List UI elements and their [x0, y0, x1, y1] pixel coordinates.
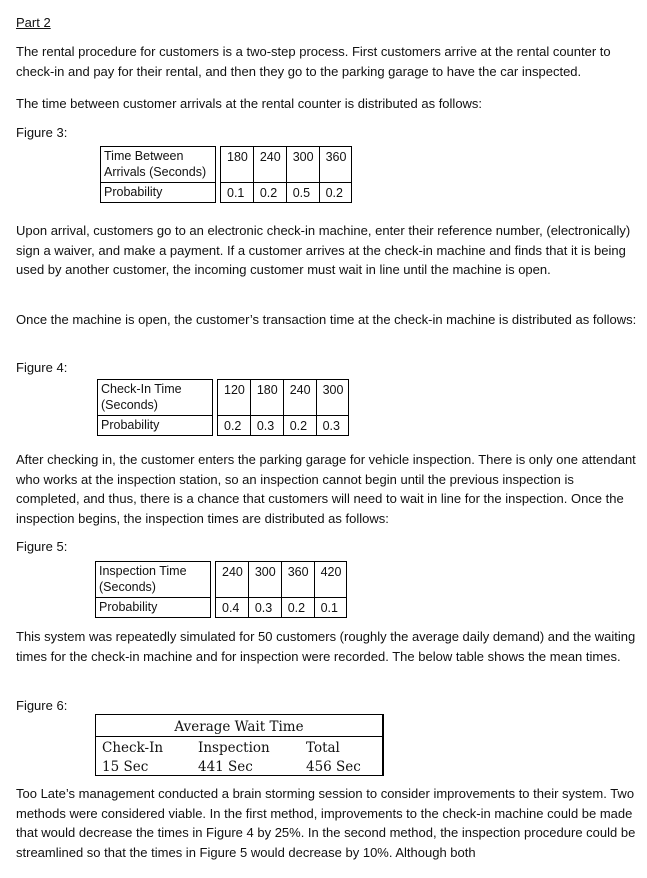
figure4-row2-label: Probability [98, 416, 213, 436]
figure3-prob: 0.2 [253, 183, 286, 203]
figure3-prob: 0.1 [221, 183, 254, 203]
figure6-header: Average Wait Time [174, 719, 304, 735]
simulation-paragraph: This system was repeatedly simulated for 50 customers (roughly the average daily demand) and the waiting times for the check-in machine and for inspection were recorded. The below table shows the mean times. [16, 629, 636, 664]
figure5-table [95, 561, 347, 618]
figure5-prob: 0.4 [216, 598, 249, 618]
figure3-prob: 0.5 [286, 183, 319, 203]
closing-paragraph: Too Late’s management conducted a brain storming session to consider improvements to their system. Two methods were considered viable. In the first method, improvements to the check-in machine could be made that would decrease the times in Figure 4 by 25%. In the second method, the inspection procedure could be streamlined so that the times in Figure 5 would decrease by 10%. Although both [16, 786, 636, 860]
figure4-prob: 0.3 [250, 416, 283, 436]
figure6-table [95, 714, 384, 776]
figure5-value: 240 [216, 562, 249, 598]
figure3-value: 300 [286, 147, 319, 183]
figure4-value: 240 [283, 380, 316, 416]
figure6-column-inspection: Inspection [198, 740, 270, 756]
figure5-row2-label: Probability [96, 598, 211, 618]
figure5-value: 300 [248, 562, 281, 598]
figure6-value-inspection: 441 Sec [198, 759, 253, 775]
figure4-label: Figure 4: [16, 360, 68, 375]
figure3-label: Figure 3: [16, 125, 68, 140]
figure4-row1-label: Check-In Time (Seconds) [98, 380, 213, 416]
figure6-column-total: Total [306, 740, 340, 756]
figure4-value: 300 [316, 380, 349, 416]
figure3-value: 240 [253, 147, 286, 183]
intro-paragraph: The rental procedure for customers is a two-step process. First customers arrive at the rental counter to check-in and pay for their rental, and then they go to the parking garage to have the car inspected. [16, 44, 611, 79]
figure3-prob: 0.2 [319, 183, 352, 203]
inspection-paragraph: After checking in, the customer enters the parking garage for vehicle inspection. There is only one attendant who works at the inspection station, so an inspection cannot begin until the previous inspection is completed, and thus, there is a chance that customers will need to wait in line for the inspection. Once the inspection begins, the inspection times are distributed as follows: [16, 452, 636, 526]
figure5-value: 420 [314, 562, 347, 598]
figure3-value: 180 [221, 147, 254, 183]
figure5-prob: 0.2 [281, 598, 314, 618]
figure6-value-checkin: 15 Sec [102, 759, 149, 775]
figure6-label: Figure 6: [16, 698, 68, 713]
figure4-value: 180 [250, 380, 283, 416]
figure4-prob: 0.2 [283, 416, 316, 436]
arrival-intro: The time between customer arrivals at the rental counter is distributed as follows: [16, 96, 483, 111]
part-title: Part 2 [16, 15, 51, 30]
figure3-value: 360 [319, 147, 352, 183]
figure4-prob: 0.2 [218, 416, 251, 436]
figure5-row1-label: Inspection Time (Seconds) [96, 562, 211, 598]
transaction-paragraph: Once the machine is open, the customer’s transaction time at the check-in machine is distributed as follows: [16, 312, 637, 327]
figure5-value: 360 [281, 562, 314, 598]
figure3-table [100, 146, 352, 203]
checkin-paragraph: Upon arrival, customers go to an electronic check-in machine, enter their reference number, (electronically) sign a waiver, and make a payment. If a customer arrives at the check-in machine and finds that it is being used by another customer, the incoming customer must wait in line until the machine is open. [16, 223, 631, 278]
figure5-prob: 0.1 [314, 598, 347, 618]
figure6-column-checkin: Check-In [102, 740, 164, 756]
figure4-value: 120 [218, 380, 251, 416]
figure6-divider [96, 736, 382, 737]
figure4-table [97, 379, 349, 436]
figure6-value-total: 456 Sec [306, 759, 361, 775]
figure5-prob: 0.3 [248, 598, 281, 618]
figure3-row2-label: Probability [101, 183, 216, 203]
figure3-row1-label: Time Between Arrivals (Seconds) [101, 147, 216, 183]
figure4-prob: 0.3 [316, 416, 349, 436]
figure5-label: Figure 5: [16, 539, 68, 554]
